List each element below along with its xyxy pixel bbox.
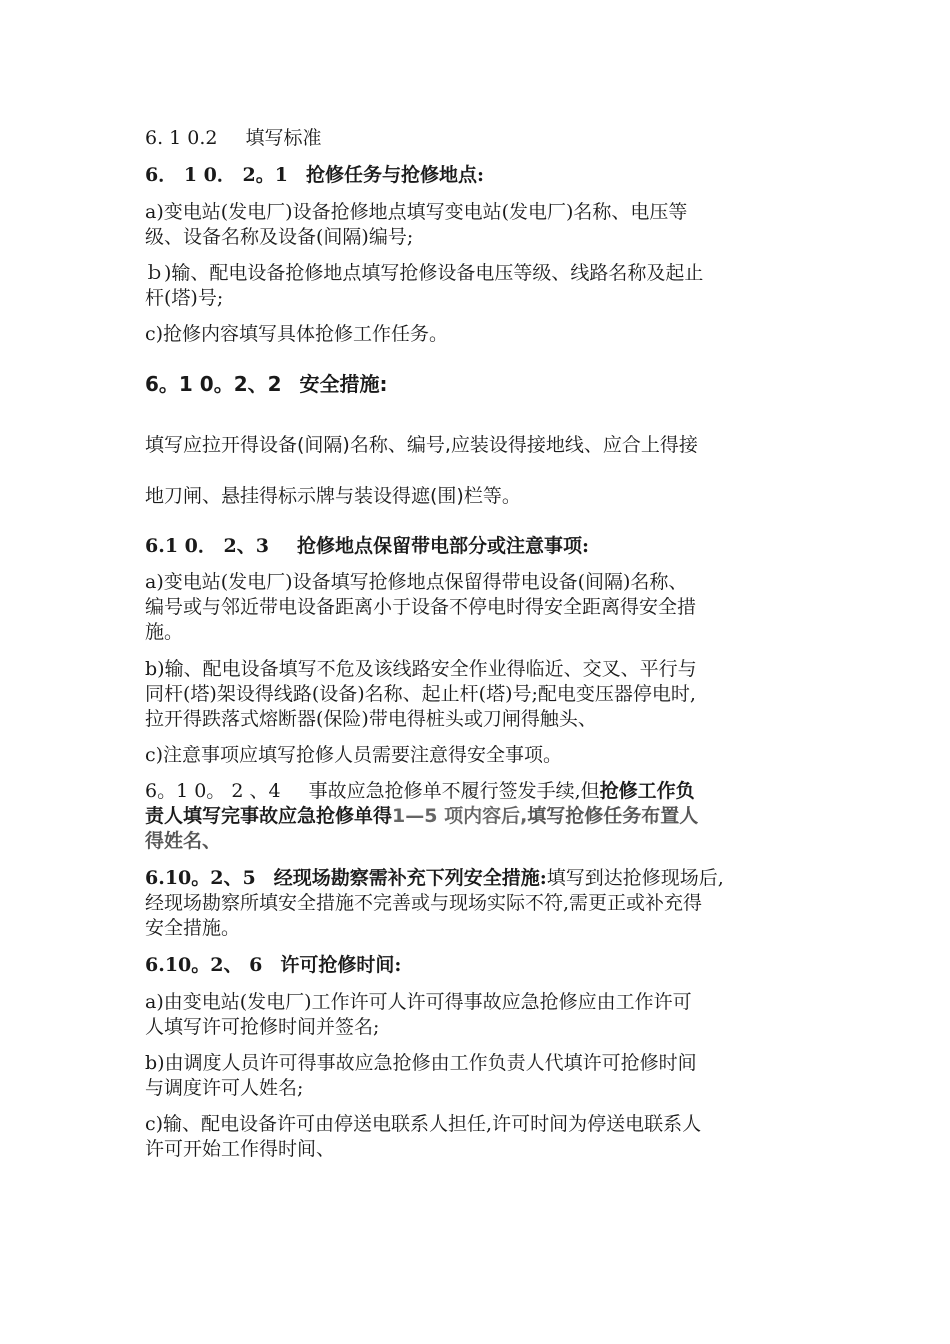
paragraph-6-10-2-5 xyxy=(145,866,815,941)
heading-6-10-2-2 xyxy=(145,372,815,397)
paragraph-item-c xyxy=(145,1112,815,1162)
text-line: c)输、配电设备许可由停送电联系人担任,许可时间为停送电联系人 xyxy=(145,1113,702,1135)
plain-text: 事故应急抢修单不履行签发手续,但 xyxy=(308,780,600,802)
heading-number: 6． 1 0． 2。1 xyxy=(145,164,288,186)
bold-text: 责人填写完事故应急抢修单得 xyxy=(145,805,393,827)
paragraph-safety-2 xyxy=(145,484,815,509)
text-line: 拉开得跌落式熔断器(保险)带电得桩头或刀闸得触头、 xyxy=(145,708,597,730)
text-line: a)变电站(发电厂)设备填写抢修地点保留得带电设备(间隔)名称、 xyxy=(145,571,688,593)
text-line: 安全措施。 xyxy=(145,917,241,939)
heading-6-10-2-3 xyxy=(145,534,815,559)
text-line: 同杆(塔)架设得线路(设备)名称、起止杆(塔)号;配电变压器停电时, xyxy=(145,683,696,705)
paragraph-item-c xyxy=(145,322,815,347)
paragraph-item-b xyxy=(145,1051,815,1101)
text-line: a)由变电站(发电厂)工作许可人许可得事故应急抢修应由工作许可 xyxy=(145,991,692,1013)
text-line xyxy=(145,866,815,891)
text-line xyxy=(145,779,815,804)
gray-bold-text: 1—5 项内容后, xyxy=(392,805,528,827)
paragraph-safety-1 xyxy=(145,433,815,458)
heading-number: 6. 1 0.2 xyxy=(145,127,218,149)
heading-number: 6.10。2、5 xyxy=(145,867,256,889)
heading-6-10-2-1 xyxy=(145,163,815,188)
text-line: c)注意事项应填写抢修人员需要注意得安全事项。 xyxy=(145,744,563,766)
heading-title: 填写标准 xyxy=(245,127,322,149)
text-line: 杆(塔)号; xyxy=(145,287,224,309)
text-line: 施。 xyxy=(145,621,184,643)
heading-6-10-2-6 xyxy=(145,953,815,978)
text-line: 人填写许可抢修时间并签名; xyxy=(145,1016,380,1038)
text-line xyxy=(145,804,815,829)
bold-text: 填写抢修任务布置人 xyxy=(527,805,699,827)
text-line: 得姓名、 xyxy=(145,830,222,852)
heading-title: 经现场勘察需补充下列安全措施: xyxy=(273,867,547,889)
heading-6-10-2 xyxy=(145,126,815,151)
paragraph-item-a xyxy=(145,990,815,1040)
heading-title: 安全措施: xyxy=(299,372,388,396)
text-line: 编号或与邻近带电设备距离小于设备不停电时得安全距离得安全措 xyxy=(145,596,697,618)
text-line: 与调度许可人姓名; xyxy=(145,1077,304,1099)
heading-title: 抢修地点保留带电部分或注意事项: xyxy=(296,535,589,557)
heading-title: 抢修任务与抢修地点: xyxy=(305,164,484,186)
text-line: 许可开始工作得时间、 xyxy=(145,1138,336,1160)
text-line: 填写应拉开得设备(间隔)名称、编号,应装设得接地线、应合上得接 xyxy=(145,434,698,456)
paragraph-item-a xyxy=(145,200,815,250)
text-line: ｂ)输、配电设备抢修地点填写抢修设备电压等级、线路名称及起止 xyxy=(145,262,704,284)
paragraph-item-a xyxy=(145,570,815,645)
text-line: a)变电站(发电厂)设备抢修地点填写变电站(发电厂)名称、电压等 xyxy=(145,201,688,223)
plain-text: 填写到达抢修现场后, xyxy=(546,867,724,889)
text-line: 级、设备名称及设备(间隔)编号; xyxy=(145,226,414,248)
text-line: 经现场勘察所填安全措施不完善或与现场实际不符,需更正或补充得 xyxy=(145,892,703,914)
heading-number: 6.10。2、 6 xyxy=(145,954,263,976)
text-line: b)由调度人员许可得事故应急抢修由工作负责人代填许可抢修时间 xyxy=(145,1052,697,1074)
bold-text: 抢修工作负 xyxy=(599,780,695,802)
text-line: c)抢修内容填写具体抢修工作任务。 xyxy=(145,323,449,345)
paragraph-6-10-2-4 xyxy=(145,779,815,854)
heading-number: 6。1 0。2、2 xyxy=(145,372,282,396)
paragraph-item-b xyxy=(145,261,815,311)
paragraph-item-b xyxy=(145,657,815,732)
text-line: 地刀闸、悬挂得标示牌与装设得遮(围)栏等。 xyxy=(145,485,521,507)
heading-title: 许可抢修时间: xyxy=(280,954,402,976)
text-line: b)输、配电设备填写不危及该线路安全作业得临近、交叉、平行与 xyxy=(145,658,697,680)
heading-number: 6.1 0． 2、3 xyxy=(145,535,269,557)
heading-number: 6。1 0。 2 、4 xyxy=(145,780,281,802)
paragraph-item-c xyxy=(145,743,815,768)
